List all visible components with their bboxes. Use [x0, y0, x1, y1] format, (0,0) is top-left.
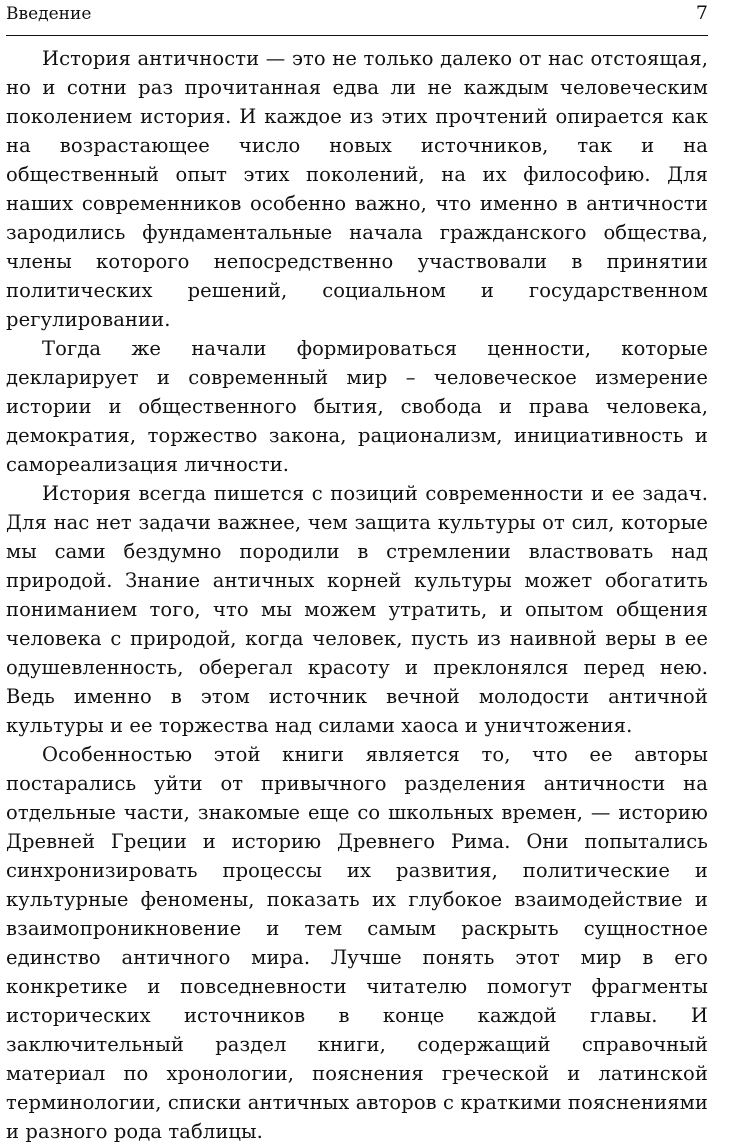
paragraph-3: История всегда пишется с позиций современности и ее задач. Для нас нет задачи важнее, чем защита культуры от сил, которые мы сами бездумно породили в стремлении властвовать над природой. Знание античных корней культуры может обогатить пониманием того, что мы можем утратить, и опытом общения человека с природой, когда человек, пусть из наивной веры в ее одушевленность, оберегал красоту и преклонялся перед нею. Ведь именно в этом источник вечной молодости античной культуры и ее торжества над силами хаоса и уничтожения.: [6, 482, 708, 737]
body-text: [6, 44, 708, 1146]
page-number: 7: [695, 2, 708, 24]
running-header: [6, 0, 708, 36]
paragraph-1: История античности — это не только далеко от нас отстоящая, но и сотни раз прочитанная едва ли не каждым человеческим поколением история. И каждое из этих прочтений опирается как на возрастающее число новых источников, так и на общественный опыт этих поколений, на их философию. Для наших современников особенно важно, что именно в античности зародились фундаментальные начала гражданского общества, члены которого непосредственно участвовали в принятии политических решений, социальном и государственном регулировании.: [6, 47, 708, 331]
paragraph-2: Тогда же начали формироваться ценности, которые декларирует и современный мир – человеческое измерение истории и общественного бытия, свобода и права человека, демократия, торжество закона, рационализм, инициативность и самореализация личности.: [6, 337, 708, 476]
paragraph-4: Особенностью этой книги является то, что ее авторы постарались уйти от привычного разделения античности на отдельные части, знакомые еще со школьных времен, — историю Древней Греции и историю Древнего Рима. Они попытались синхронизировать процессы их развития, политические и культурные феномены, показать их глубокое взаимодействие и взаимопроникновение и тем самым раскрыть сущностное единство античного мира. Лучше понять этот мир в его конкретике и повседневности читателю помогут фрагменты исторических источников в конце каждой главы. И заключительный раздел книги, содержащий справочный материал по хронологии, пояснения греческой и латинской терминологии, списки античных авторов с краткими пояснениями и разного рода таблицы.: [6, 743, 708, 1143]
section-title: Введение: [6, 4, 92, 24]
